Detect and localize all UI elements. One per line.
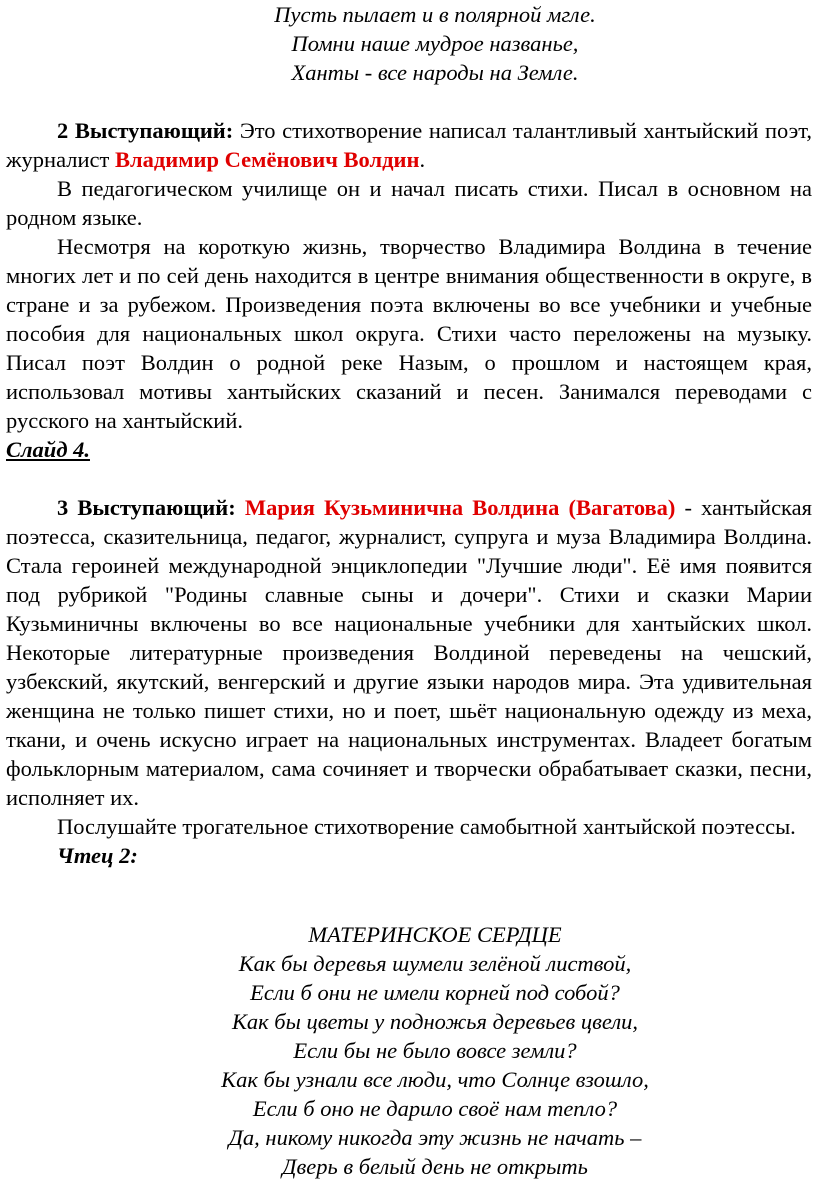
poem-line: Как бы узнали все люди, что Солнце взошло, [221,1067,649,1092]
speaker2-text: Это стихотворение написал талантливый хантыйский поэт, журналист [6,118,812,172]
reader-label: Чтец 2: [57,843,138,868]
top-poem-line: Ханты - все народы на Земле. [291,60,579,85]
reader-line [6,841,812,870]
poem-line: Как бы цветы у подножья деревьев цвели, [231,1009,639,1034]
slide-label [6,435,812,464]
top-poem [0,0,816,87]
speaker2-paragraph [6,116,812,174]
poem-line: Дверь в белый день не открыть [282,1154,588,1179]
poem-line: Если бы не было вовсе земли? [293,1038,577,1063]
poem-line: Если б они не имели корней под собой? [250,980,620,1005]
speaker3-paragraph [6,493,812,812]
blank-line [6,464,812,493]
speaker2-label: 2 Выступающий: [57,118,234,143]
listen-paragraph: Послушайте трогательное стихотворение самобытной хантыйской поэтессы. [57,814,796,839]
poem-title: МАТЕРИНСКОЕ СЕРДЦЕ [308,922,562,947]
poetess-name: Мария Кузьминична Волдина (Вагатова) [244,495,676,520]
speaker3-text: - хантыйская поэтесса, сказительница, педагог, журналист, супруга и муза Владимира Волдина. Стала героиней международной энциклопедии "Лучшие люди". Её имя появится под рубрикой "Родины славные сыны и дочери". Стихи и сказки Марии Кузьминичны включены во все национальные учебники для хантыйских школ. Некоторые литературные произведения Волдиной переведены на чешский, узбекский, якутский, венгерский и другие языки народов мира. Эта удивительная женщина не только пишет стихи, но и поет, шьёт национальную одежду из меха, ткани, и очень искусно играет на национальных инструментах. Владеет богатым фольклорным материалом, сама сочиняет и творчески обрабатывает сказки, песни, исполняет их. [6,495,812,810]
poet-name: Владимир Семёнович Волдин [114,147,420,172]
top-poem-line: Помни наше мудрое названье, [291,31,579,56]
poem [0,920,816,1181]
body-text [6,116,812,870]
poem-line: Как бы деревья шумели зелёной листвой, [238,951,632,976]
poem-line: Да, никому никогда эту жизнь не начать – [228,1125,642,1150]
school-paragraph: В педагогическом училище он и начал писать стихи. Писал в основном на родном языке. [6,176,812,230]
speaker3-label: 3 Выступающий: [57,495,236,520]
speaker2-end: . [419,147,426,172]
poem-line: Если б оно не дарило своё нам тепло? [252,1096,618,1121]
top-poem-line: Пусть пылает и в полярной мгле. [274,2,596,27]
life-paragraph: Несмотря на короткую жизнь, творчество Владимира Волдина в течение многих лет и по сей день находится в центре внимания общественности в округе, в стране и за рубежом. Произведения поэта включены во все учебники и учебные пособия для национальных школ округа. Стихи часто переложены на музыку. Писал поэт Волдин о родной реке Назым, о прошлом и настоящем края, использовал мотивы хантыйских сказаний и песен. Занимался переводами с русского на хантыйский. [6,234,812,433]
slide-marker: Слайд 4. [6,437,90,462]
